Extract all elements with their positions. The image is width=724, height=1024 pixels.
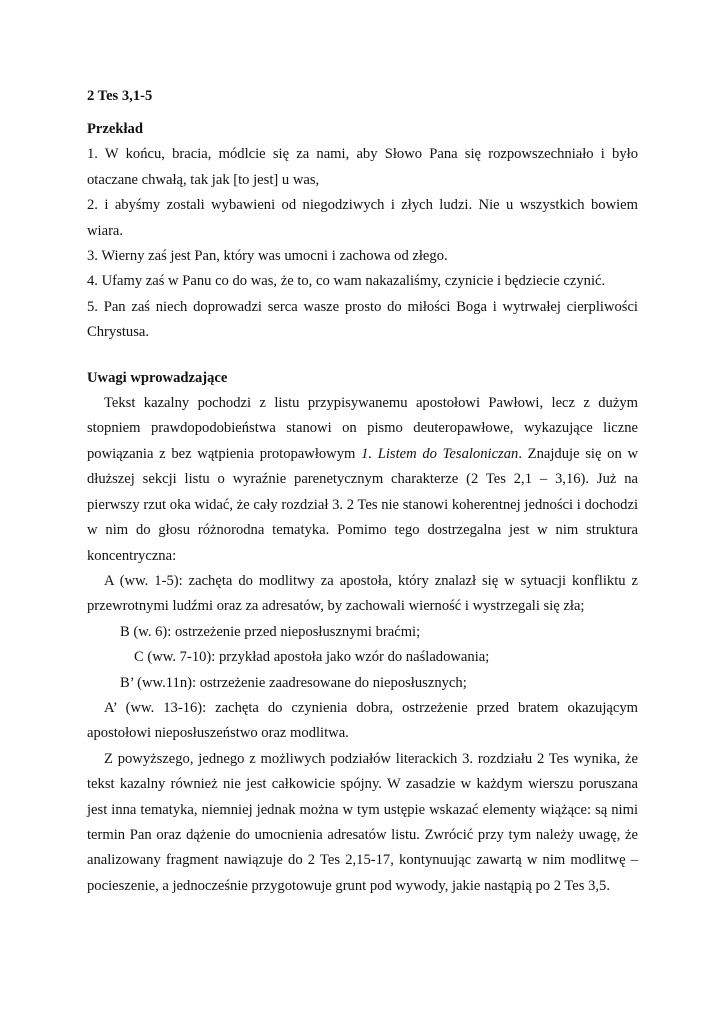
- document-page: [87, 84, 638, 899]
- verse-2: 2. i abyśmy zostali wybawieni od niegodziwych i złych ludzi. Nie u wszystkich bowiem wiara.: [87, 197, 638, 239]
- intro-p1-text-b: . Znajduje się on w dłuższej sekcji listu o wyraźnie parenetycznym charakterze (2 Tes 2,1 – 3,16). Już na pierwszy rzut oka widać, że cały rozdział 3. 2 Tes nie stanowi koherentnej jedności i dochodzi w nim do głosu różnorodna tematyka. Pomimo tego dostrzegalna jest w nim struktura koncentryczna:: [87, 445, 638, 564]
- structure-item-b: B (w. 6): ostrzeżenie przed nieposłusznymi braćmi;: [120, 623, 421, 640]
- verse-5: 5. Pan zaś niech doprowadzi serca wasze prosto do miłości Boga i wytrwałej cierpliwości Chrystusa.: [87, 298, 638, 341]
- structure-item-c: C (ww. 7-10): przykład apostoła jako wzór do naśladowania;: [134, 649, 490, 666]
- section-spacer: [87, 346, 638, 366]
- structure-item-b-prime: B’ (ww.11n): ostrzeżenie zaadresowane do nieposłusznych;: [120, 674, 467, 691]
- verse-3: 3. Wierny zaś jest Pan, który was umocni i zachowa od złego.: [87, 248, 448, 265]
- verse-1: 1. W końcu, bracia, módlcie się za nami, aby Słowo Pana się rozpowszechniało i było otaczane chwałą, tak jak [to jest] u was,: [87, 146, 638, 188]
- document-heading: 2 Tes 3,1-5: [87, 88, 153, 104]
- intro-title: Uwagi wprowadzające: [87, 369, 228, 386]
- verse-4: 4. Ufamy zaś w Panu co do was, że to, co wam nakazaliśmy, czynicie i będziecie czynić.: [87, 273, 606, 290]
- translation-title: Przekład: [87, 121, 143, 137]
- letter-title-italic: 1. Listem do Tesaloniczan: [361, 445, 519, 462]
- structure-item-a: A (ww. 1-5): zachęta do modlitwy za apostoła, który znalazł się w sytuacji konfliktu z przewrotnymi ludźmi oraz za adresatów, by zachowali wierność i wystrzegali się zła;: [87, 572, 638, 615]
- intro-paragraph-2: Z powyższego, jednego z możliwych podziałów literackich 3. rozdziału 2 Tes wynika, że tekst kazalny również nie jest całkowicie spójny. W zasadzie w każdym wierszu poruszana jest inna tematyka, niemniej jednak można w tym ustępie wskazać elementy wiążące: są nimi termin Pan oraz dążenie do umocnienia adresatów listu. Zwrócić przy tym należy uwagę, że analizowany fragment nawiązuje do 2 Tes 2,15-17, kontynuując zawartą w nim modlitwę – pocieszenie, a jednocześnie przygotowuje grunt pod wywody, jakie nastąpią po 2 Tes 3,5.: [87, 750, 638, 894]
- structure-item-a-prime: A’ (ww. 13-16): zachęta do czynienia dobra, ostrzeżenie przed bratem okazującym apostołowi nieposłuszeństwo oraz modlitwa.: [87, 699, 638, 742]
- intro-p1-text-a: Tekst kazalny pochodzi z listu przypisywanemu apostołowi Pawłowi, lecz z dużym stopniem prawdopodobieństwa stanowi on pismo deuteropawłowe, wykazujące liczne powiązania z bez wątpienia protopawłowym: [87, 395, 638, 462]
- intro-paragraph-1: [87, 391, 638, 569]
